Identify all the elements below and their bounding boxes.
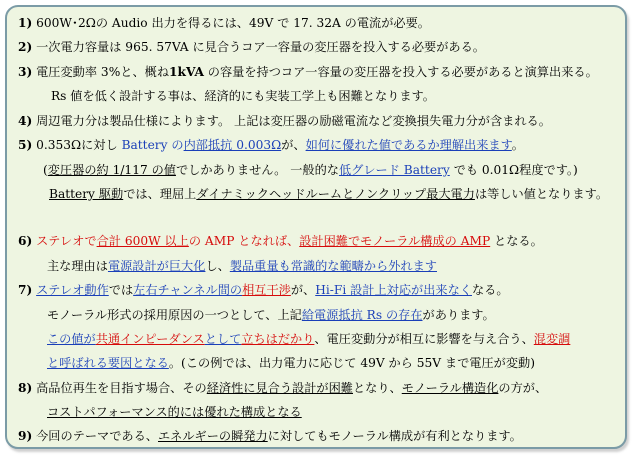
item-8-cont (47, 404, 302, 420)
item-text: に対してもモノーラル構成が有利となります。 (267, 429, 522, 443)
item-6 (18, 233, 543, 249)
mono-structure: モノーラル構造化 (401, 381, 499, 395)
item-number: 9) (18, 429, 33, 443)
item-2 (18, 39, 485, 55)
rs-existence: 給電源抵抗 Rs の存在 (301, 308, 423, 322)
item-7-cont-3 (47, 355, 535, 371)
item-number: 5) (18, 138, 33, 152)
item-text: Rs 値を低く設計する事は、経済的にも実装工学上も困難となります。 (51, 89, 435, 103)
item-text: 。(この例では、出力電力に応じて 49V から 55V まで電圧が変動) (168, 356, 535, 370)
battery-drive: Battery 駆動 (49, 187, 124, 201)
stereo-term: ステレオで (36, 234, 97, 248)
low-grade-battery: 低グレード Battery (339, 163, 450, 177)
channel-between: 左右チャンネル間の (133, 283, 243, 297)
headroom-phrase: ダイナミックヘッドルームとノンクリップ最大電力 (196, 187, 475, 201)
item-text: ( (43, 163, 48, 177)
intermod: 混変調 (533, 332, 571, 346)
item-8 (18, 380, 547, 396)
item-text: 高品位再生を目指す場合、その (36, 381, 207, 395)
as-term: として (204, 332, 242, 346)
power-design-huge: 電源設計が巨大化 (107, 259, 206, 273)
item-1 (18, 15, 430, 31)
item-9 (18, 428, 522, 444)
called-factor: と呼ばれる要因となる (47, 356, 169, 370)
item-text-bold: 1kVA (169, 65, 204, 79)
item-number: 6) (18, 234, 33, 248)
economy-phrase: 経済性に見合う設計が困難 (206, 381, 353, 395)
item-text: では (108, 283, 134, 297)
item-text: の方が、 (498, 381, 548, 395)
battery-term: Battery の (121, 138, 184, 152)
item-text: 周辺電力分は製品仕様によります。 上記は変圧器の励磁電流など変換損失電力分が含まれる。 (36, 114, 551, 128)
item-text: でも 0.01Ω程度です。) (449, 163, 578, 177)
common-impedance: 共通インピーダンス (95, 332, 205, 346)
cost-performance: コストパフォーマンス的には優れた構成となる (47, 405, 302, 419)
stand-in-way: 立ちはだかり (241, 332, 315, 346)
item-text: 今回のテーマである、 (36, 429, 158, 443)
weight-phrase: 製品重量も常識的な範疇から外れます (229, 259, 437, 273)
item-text: でしかありません。 一般的な (175, 163, 339, 177)
item-text: が、 (290, 283, 316, 297)
item-number: 3) (18, 65, 33, 79)
energy-burst: エネルギーの瞬発力 (158, 429, 268, 443)
internal-resistance: 内部抵抗 0.003Ω (183, 138, 282, 152)
total-600w: 合計 600W 以上 (96, 234, 189, 248)
mono-amp-phrase: 設計困難でモノーラル構成の AMP (299, 234, 491, 248)
item-text: 主な理由は (47, 259, 108, 273)
item-text: の AMP となれば、 (188, 234, 300, 248)
item-text: があります。 (422, 308, 495, 322)
item-number: 4) (18, 114, 33, 128)
item-text: 、電圧変動分が相互に影響を与え合う、 (314, 332, 534, 346)
stereo-operation: ステレオ動作 (36, 283, 109, 297)
item-text: モノーラル形式の採用原因の一つとして、上記 (47, 308, 302, 322)
item-text: 電圧変動率 3%と、概ね (36, 65, 170, 79)
item-7 (18, 282, 509, 298)
item-5-cont-2 (49, 186, 608, 202)
item-text: 0.353Ωに対し (36, 138, 122, 152)
mutual-interference: 相互干渉 (242, 283, 291, 297)
item-text: 600W･2Ωの Audio 出力を得るには、49V で 17. 32A の電流が必要。 (36, 16, 430, 30)
item-text: が、 (281, 138, 306, 152)
item-text: なる。 (471, 283, 509, 297)
item-text: し、 (205, 259, 230, 273)
item-4 (18, 113, 551, 129)
item-text: 。 (511, 138, 524, 152)
item-text: 一次電力容量は 965. 57VA に見合うコア一容量の変圧器を投入する必要がある。 (36, 40, 485, 54)
item-number: 1) (18, 16, 33, 30)
item-text: では、理屈上 (123, 187, 197, 201)
item-7-cont-2 (47, 331, 570, 347)
item-text: となる。 (490, 234, 543, 248)
item-number: 2) (18, 40, 33, 54)
item-3 (18, 64, 598, 80)
item-number: 7) (18, 283, 33, 297)
notes-panel (5, 5, 627, 449)
item-7-cont-1 (47, 307, 495, 323)
transformer-ratio: 変圧器の約 1/117 の値 (47, 163, 176, 177)
item-3-cont (51, 88, 435, 104)
hifi-phrase: Hi-Fi 設計上対応が出来なく (315, 283, 472, 297)
item-text: となり、 (353, 381, 402, 395)
item-5 (18, 137, 524, 153)
item-number: 8) (18, 381, 33, 395)
item-text: は等しい値となります。 (474, 187, 609, 201)
item-5-cont-1 (43, 162, 578, 178)
excellent-value-phrase: 如何に優れた値であるか理解出来ます (305, 138, 512, 152)
item-6-cont (47, 258, 437, 274)
this-value: この値が (47, 332, 96, 346)
item-text: の容量を持つコア一容量の変圧器を投入する必要があると演算出来る。 (203, 65, 598, 79)
